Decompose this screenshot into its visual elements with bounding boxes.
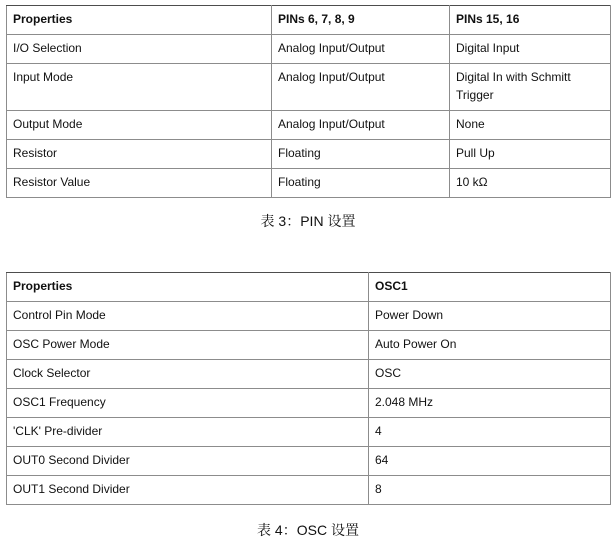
column-header: Properties <box>7 6 272 35</box>
table-cell: Analog Input/Output <box>272 64 450 111</box>
table-cell: Digital In with Schmitt Trigger <box>450 64 611 111</box>
table-row <box>7 389 611 418</box>
table-row <box>7 447 611 476</box>
table-caption: 表 3：PIN 设置 <box>260 213 356 229</box>
table-row <box>7 140 611 169</box>
table-header-row <box>7 6 611 35</box>
table-row <box>7 331 611 360</box>
table-cell: None <box>450 111 611 140</box>
table-cell: 8 <box>369 476 611 505</box>
table-cell: Power Down <box>369 302 611 331</box>
column-header: PINs 15, 16 <box>450 6 611 35</box>
table-cell: Clock Selector <box>7 360 369 389</box>
table-cell: 'CLK' Pre-divider <box>7 418 369 447</box>
table-cell: OSC1 Frequency <box>7 389 369 418</box>
table-cell: 4 <box>369 418 611 447</box>
table-cell: Floating <box>272 140 450 169</box>
table-cell: OSC Power Mode <box>7 331 369 360</box>
table-cell: OSC <box>369 360 611 389</box>
column-header: Properties <box>7 273 369 302</box>
table-cell: OUT1 Second Divider <box>7 476 369 505</box>
table-cell: 10 kΩ <box>450 169 611 198</box>
table-row <box>7 169 611 198</box>
table-cell: Analog Input/Output <box>272 35 450 64</box>
table-caption: 表 4：OSC 设置 <box>257 522 359 538</box>
table-cell: Control Pin Mode <box>7 302 369 331</box>
table-cell: Resistor Value <box>7 169 272 198</box>
table-row <box>7 360 611 389</box>
table-cell: Auto Power On <box>369 331 611 360</box>
column-header: OSC1 <box>369 273 611 302</box>
table-row <box>7 302 611 331</box>
pin-settings-table <box>6 5 611 198</box>
table-cell: Floating <box>272 169 450 198</box>
table-cell: Analog Input/Output <box>272 111 450 140</box>
table-cell: Digital Input <box>450 35 611 64</box>
table-cell: 64 <box>369 447 611 476</box>
table-cell: I/O Selection <box>7 35 272 64</box>
table-cell: Output Mode <box>7 111 272 140</box>
table-cell: Pull Up <box>450 140 611 169</box>
table-cell: OUT0 Second Divider <box>7 447 369 476</box>
table-row <box>7 418 611 447</box>
table-row <box>7 111 611 140</box>
osc-settings-table <box>6 272 611 505</box>
table-cell: Resistor <box>7 140 272 169</box>
table-row <box>7 64 611 111</box>
table-row <box>7 35 611 64</box>
table-cell: 2.048 MHz <box>369 389 611 418</box>
table-header-row <box>7 273 611 302</box>
table-cell: Input Mode <box>7 64 272 111</box>
table-row <box>7 476 611 505</box>
column-header: PINs 6, 7, 8, 9 <box>272 6 450 35</box>
